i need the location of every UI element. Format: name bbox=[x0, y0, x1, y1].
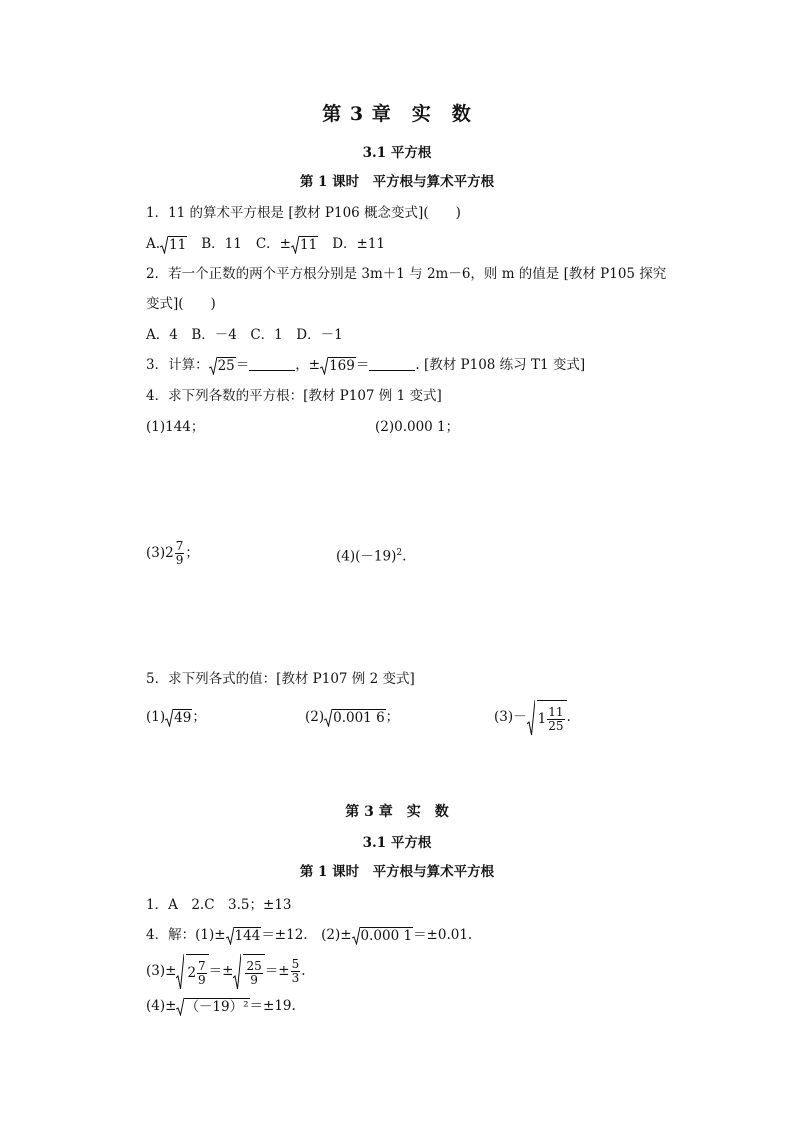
sqrt-25: 25 bbox=[209, 357, 236, 375]
sqrt-0-0016: 0.001 6 bbox=[324, 709, 386, 727]
fraction-5-3: $\frac{5}{3}$ bbox=[291, 957, 300, 985]
sqrt-mixed-1-11-25: 1 $\frac{11}{25}$ bbox=[527, 700, 567, 736]
answer-line-1: 1．A 2.C 3.5；±13 bbox=[146, 897, 292, 913]
question-5-part-3: (3)－ 1 $\frac{11}{25}$ . bbox=[494, 694, 571, 740]
answer-lesson-title: 第 1 课时 平方根与算术平方根 bbox=[299, 864, 495, 880]
question-5-part-2: (2) 0.001 6 ； bbox=[305, 709, 400, 726]
lesson-title: 第 1 课时 平方根与算术平方根 bbox=[299, 174, 495, 190]
option-d: D．±11 bbox=[332, 236, 386, 252]
sqrt-0-0001: 0.000 1 bbox=[352, 927, 414, 945]
answer-chapter-title: 第 3 章 实 数 bbox=[345, 804, 449, 820]
sqrt-11-a: 11 bbox=[160, 236, 187, 254]
question-4-part-3: (3) 2 $\frac{7}{9}$ ； bbox=[146, 538, 199, 567]
question-4-stem: 4．求下列各数的平方根：[教材 P107 例 1 变式] bbox=[146, 388, 442, 404]
question-4-part-1: (1)144； bbox=[146, 419, 205, 435]
question-4-part-4: $(4)(-19)^2$. bbox=[336, 548, 407, 565]
option-a-label: A. bbox=[146, 236, 161, 252]
question-1-options bbox=[146, 234, 385, 254]
answer-4-line-2: (3)± 2 $\frac{7}{9}$ ＝± $\frac{25}{9}$ ＝± $\frac{5}{3}$ . bbox=[146, 951, 306, 991]
option-b: B．11 bbox=[201, 236, 242, 252]
answer-section-title: 3.1 平方根 bbox=[362, 835, 432, 851]
answer-4-line-3: (4)± （－19）² ＝±19. bbox=[146, 998, 296, 1015]
question-5-part-1: (1) 49 ； bbox=[146, 709, 206, 726]
question-3-prefix: 3．计算： bbox=[146, 357, 209, 373]
chapter-title: 第 3 章 实 数 bbox=[322, 103, 472, 125]
question-3: 3．计算： 25 ＝ ，± 169 ＝ . [教材 P108 练习 T1 变式] bbox=[146, 357, 586, 374]
sqrt-25-9: $\frac{25}{9}$ bbox=[233, 954, 264, 990]
section-title: 3.1 平方根 bbox=[362, 145, 432, 161]
sqrt-mixed-2-7-9: 2 $\frac{7}{9}$ bbox=[176, 954, 208, 990]
question-2-options: A．4 B．－4 C．1 D．－1 bbox=[146, 327, 343, 343]
sqrt-49: 49 bbox=[165, 709, 192, 727]
question-2-stem-line2: 变式]( ) bbox=[146, 296, 216, 312]
answer-4-line-1: 4．解：(1)± 144 ＝±12. (2)± 0.000 1 ＝±0.01. bbox=[146, 927, 473, 944]
option-c-label: C．± bbox=[255, 236, 291, 252]
question-1-stem: 1．11 的算术平方根是 [教材 P106 概念变式]( ) bbox=[146, 205, 461, 221]
sqrt-neg19-squared: （－19）² bbox=[176, 998, 249, 1016]
answer-blank-2[interactable] bbox=[369, 356, 415, 371]
sqrt-169: 169 bbox=[320, 357, 356, 375]
question-2-stem-line1: 2．若一个正数的两个平方根分别是 3m＋1 与 2m－6，则 m 的值是 [教材 P105 探究 bbox=[146, 266, 667, 282]
question-5-stem: 5．求下列各式的值：[教材 P107 例 2 变式] bbox=[146, 671, 415, 687]
fraction-7-9: $\frac{7}{9}$ bbox=[175, 538, 184, 567]
question-4-part-2: (2)0.000 1； bbox=[375, 419, 460, 435]
sqrt-11-c: 11 bbox=[291, 236, 318, 254]
question-3-source: . [教材 P108 练习 T1 变式] bbox=[415, 357, 586, 373]
sqrt-144: 144 bbox=[226, 927, 262, 945]
answer-blank-1[interactable] bbox=[249, 356, 295, 371]
